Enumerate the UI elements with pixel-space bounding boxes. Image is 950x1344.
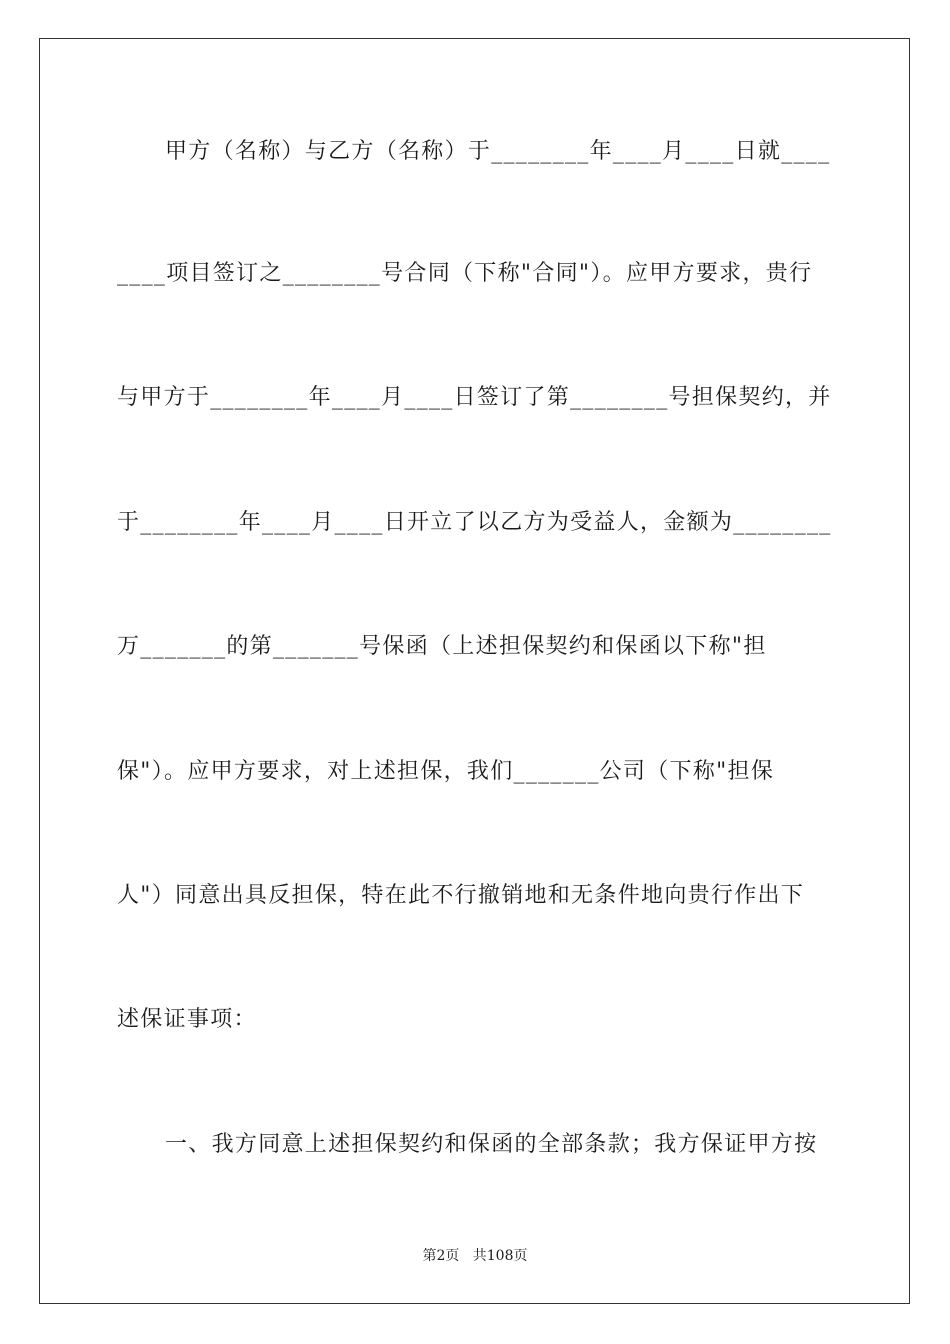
paragraph-line-3: 与甲方于________年____月____日签订了第________号担保契约，并 <box>117 385 832 410</box>
paragraph-line-6: 保"）。应甲方要求，对上述担保，我们_______公司（下称"担保 <box>117 759 775 784</box>
page-footer <box>0 1246 950 1266</box>
paragraph-line-8: 述保证事项： <box>117 1007 257 1032</box>
paragraph-line-2: ____项目签订之________号合同（下称"合同"）。应甲方要求，贵行 <box>117 261 813 286</box>
paragraph-line-1: 甲方（名称）与乙方（名称）于________年____月____日就____ <box>165 139 831 164</box>
paragraph-line-9: 一、我方同意上述担保契约和保函的全部条款；我方保证甲方按 <box>165 1132 818 1157</box>
paragraph-line-7: 人"）同意出具反担保，特在此不行撤销地和无条件地向贵行作出下 <box>117 883 805 908</box>
page-number: 第2页 <box>422 1248 460 1264</box>
paragraph-line-5: 万_______的第_______号保函（上述担保契约和保函以下称"担 <box>117 634 767 659</box>
paragraph-line-4: 于________年____月____日开立了以乙方为受益人，金额为________ <box>117 510 832 535</box>
page-total: 共108页 <box>472 1248 528 1264</box>
page-border <box>39 38 910 1304</box>
